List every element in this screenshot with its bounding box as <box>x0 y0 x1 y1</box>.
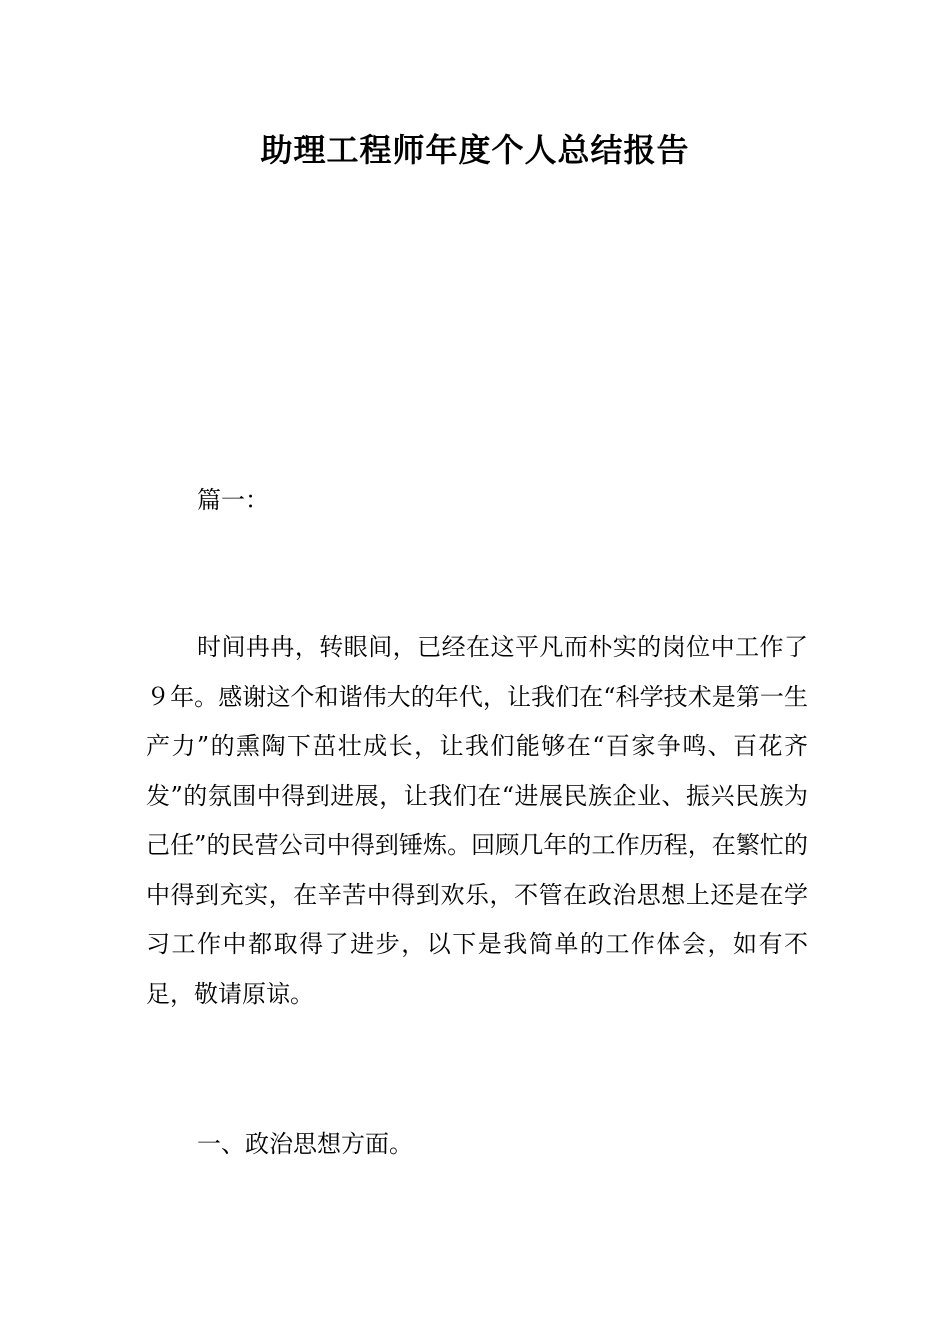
document-title: 助理工程师年度个人总结报告 <box>260 131 690 169</box>
intro-paragraph: 时间冉冉，转眼间，已经在这平凡而朴实的岗位中工作了９年。感谢这个和谐伟大的年代，让我们在“科学技术是第一生产力”的熏陶下茁壮成长，让我们能够在“百家争鸣、百花齐发”的氛围中得到进展，让我们在“进展民族企业、振兴民族为己任”的民营公司中得到锤炼。回顾几年的工作历程，在繁忙的中得到充实，在辛苦中得到欢乐，不管在政治思想上还是在学习工作中都取得了进步，以下是我简单的工作体会，如有不足，敬请原谅。 <box>146 633 808 1008</box>
section-label: 篇一： <box>197 486 269 514</box>
section-heading-politics: 一、政治思想方面。 <box>197 1130 413 1158</box>
